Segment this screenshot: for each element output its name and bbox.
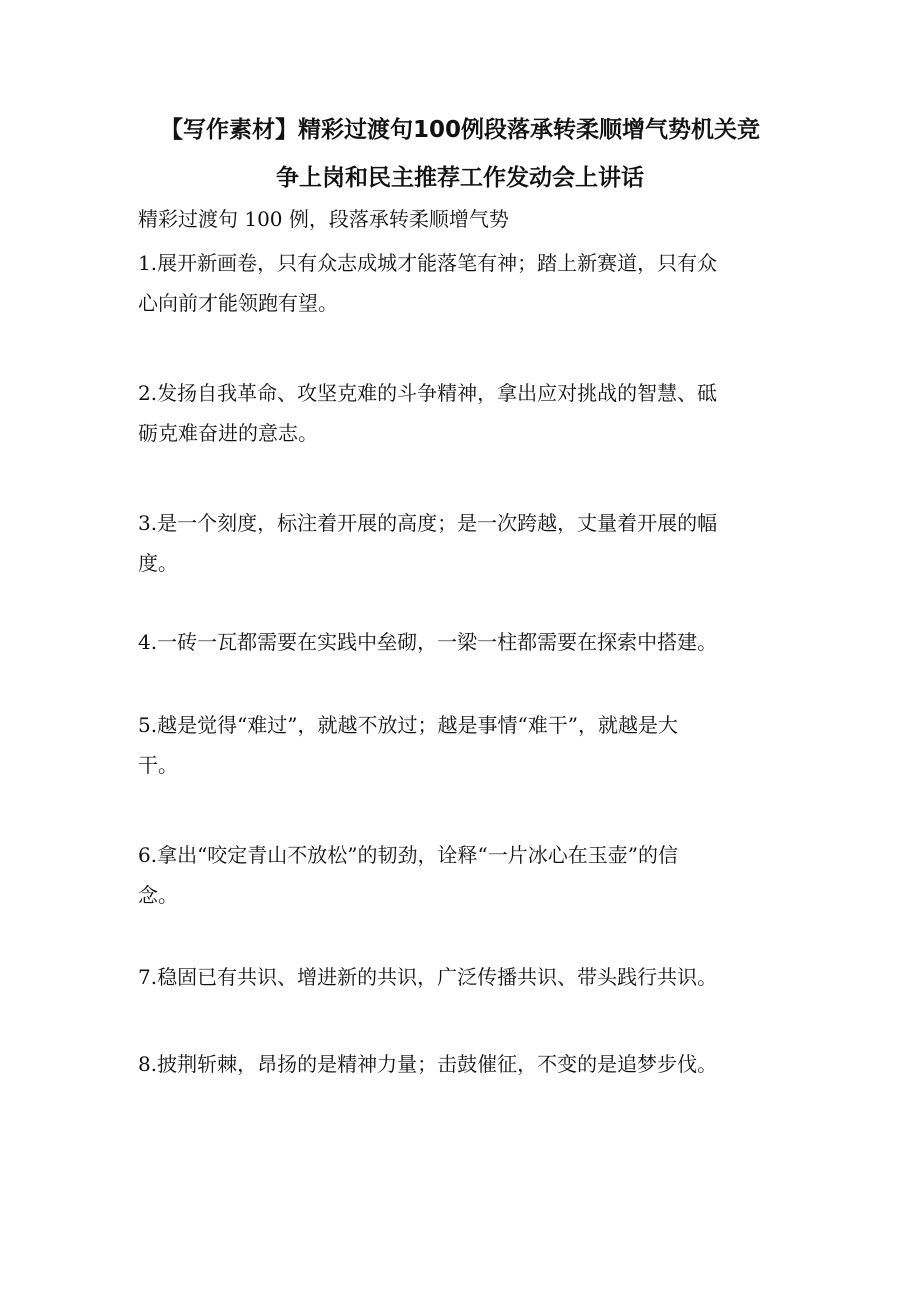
item-3-line-1: 3.是一个刻度，标注着开展的高度；是一次跨越，丈量着开展的幅	[138, 511, 718, 535]
item-1-line-2: 心向前才能领跑有望。	[138, 291, 338, 315]
item-1-line-1: 1.展开新画卷，只有众志成城才能落笔有神；踏上新赛道，只有众	[138, 251, 718, 275]
list-item-7	[138, 957, 788, 997]
list-item-5	[138, 705, 788, 785]
item-7-line-1: 7.稳固已有共识、增进新的共识，广泛传播共识、带头践行共识。	[138, 965, 718, 989]
title-line-2: 争上岗和民主推荐工作发动会上讲话	[276, 165, 644, 191]
item-2-line-1: 2.发扬自我革命、攻坚克难的斗争精神，拿出应对挑战的智慧、砥	[138, 381, 718, 405]
list-item-1	[138, 243, 788, 323]
item-4-line-1: 4.一砖一瓦都需要在实践中垒砌，一梁一柱都需要在探索中搭建。	[138, 630, 718, 654]
item-6-line-2: 念。	[138, 883, 178, 907]
list-item-8	[138, 1044, 788, 1084]
item-6-line-1: 6.拿出“咬定青山不放松”的韧劲，诠释“一片冰心在玉壶”的信	[138, 843, 678, 867]
list-item-4	[138, 622, 788, 662]
item-5-line-2: 干。	[138, 753, 178, 777]
list-item-2	[138, 373, 788, 453]
document-title	[120, 106, 800, 202]
item-3-line-2: 度。	[138, 551, 178, 575]
item-2-line-2: 砺克难奋进的意志。	[138, 421, 318, 445]
item-5-line-1: 5.越是觉得“难过”，就越不放过；越是事情“难干”，就越是大	[138, 713, 678, 737]
list-item-6	[138, 835, 788, 915]
document-subtitle: 精彩过渡句 100 例，段落承转柔顺增气势	[138, 207, 509, 231]
list-item-3	[138, 503, 788, 583]
item-8-line-1: 8.披荆斩棘，昂扬的是精神力量；击鼓催征，不变的是追梦步伐。	[138, 1052, 718, 1076]
title-line-1: 【写作素材】精彩过渡句100例段落承转柔顺增气势机关竞	[159, 117, 760, 143]
